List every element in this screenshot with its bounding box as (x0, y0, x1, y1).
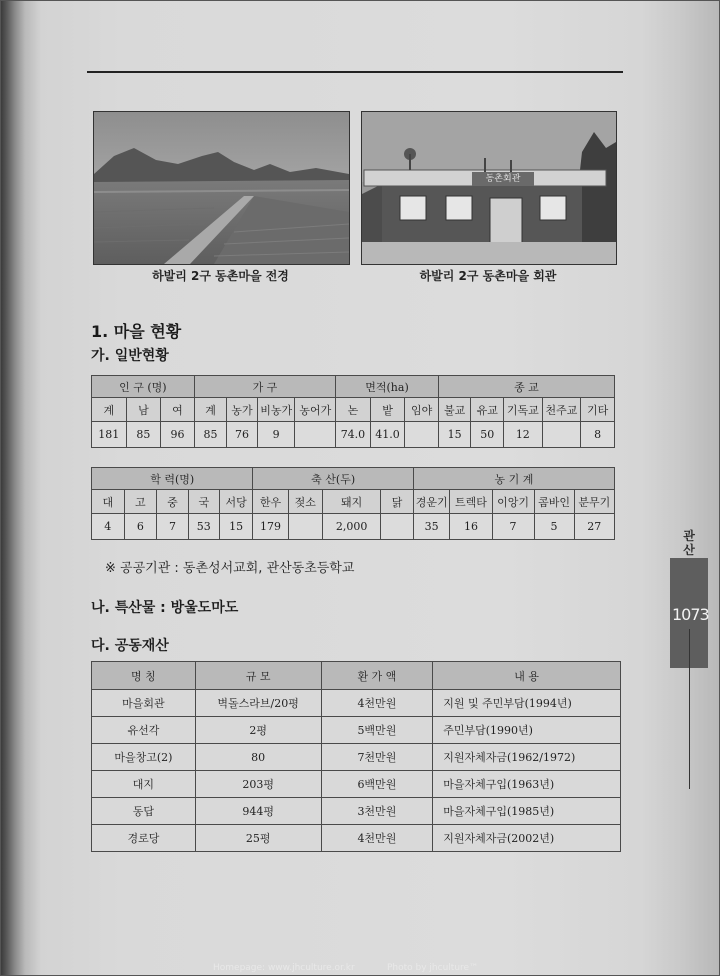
table-header-cell: 계 (194, 398, 227, 422)
table-cell: 181 (92, 422, 127, 448)
table-cell: 2평 (195, 717, 321, 744)
table-cell: 27 (574, 514, 614, 540)
table-cell (381, 514, 414, 540)
table-cell: 12 (503, 422, 542, 448)
table-header-cell: 불교 (438, 398, 471, 422)
table-header-cell: 내 용 (433, 662, 621, 690)
table-header-cell: 콤바인 (534, 490, 574, 514)
table-cell: 4천만원 (321, 690, 433, 717)
table-cell: 벽돌스라브/20평 (195, 690, 321, 717)
village-landscape-photo (93, 111, 350, 265)
table-header-cell: 기독교 (503, 398, 542, 422)
table-header-cell: 농가 (227, 398, 258, 422)
table-cell: 80 (195, 744, 321, 771)
table-cell: 4천만원 (321, 825, 433, 852)
table-header-cell: 논 (336, 398, 371, 422)
table-header-cell: 천주교 (542, 398, 581, 422)
table-cell: 85 (126, 422, 161, 448)
table-cell: 5 (534, 514, 574, 540)
section-heading-common-property: 다. 공동재산 (91, 638, 169, 654)
footer-homepage: Homepage: www.jhculture.or.kr (213, 963, 355, 973)
table-header-cell: 분무기 (574, 490, 614, 514)
education-livestock-machinery-table (91, 467, 615, 540)
table-row (92, 744, 621, 771)
table-header-cell: 이앙기 (492, 490, 534, 514)
side-rule (689, 629, 690, 789)
table-header-cell: 트렉타 (450, 490, 492, 514)
table-cell: 41.0 (370, 422, 405, 448)
table-cell: 50 (471, 422, 504, 448)
table-cell: 마을자체구입(1985년) (433, 798, 621, 825)
table-cell (405, 422, 439, 448)
table-header-cell: 규 모 (195, 662, 321, 690)
table-cell: 9 (257, 422, 295, 448)
table-cell: 마을창고(2) (92, 744, 196, 771)
table-header-cell: 닭 (381, 490, 414, 514)
table-header-cell: 대 (92, 490, 125, 514)
section-heading-general: 가. 일반현황 (91, 348, 169, 364)
table-cell (288, 514, 322, 540)
table-cell: 53 (188, 514, 219, 540)
footer (1, 959, 720, 977)
table-header-cell: 밭 (370, 398, 405, 422)
table-row (92, 717, 621, 744)
table-cell: 76 (227, 422, 258, 448)
group-population: 인 구 (명) (92, 376, 195, 398)
table-cell (295, 422, 336, 448)
photo1-caption: 하발리 2구 동촌마을 전경 (152, 269, 289, 283)
table-cell: 유선각 (92, 717, 196, 744)
section-heading-specialty: 나. 특산물 : 방울도마도 (91, 600, 239, 616)
table-header-cell: 경운기 (413, 490, 450, 514)
table-cell: 주민부담(1990년) (433, 717, 621, 744)
table-cell: 지원자체자금(2002년) (433, 825, 621, 852)
group-area: 면적(ha) (336, 376, 439, 398)
table-cell: 5백만원 (321, 717, 433, 744)
table-row (92, 771, 621, 798)
table-header-cell: 비농가 (257, 398, 295, 422)
group-livestock: 축 산(두) (253, 468, 413, 490)
table-cell: 7천만원 (321, 744, 433, 771)
table-cell: 203평 (195, 771, 321, 798)
table-cell: 지원자체자금(1962/1972) (433, 744, 621, 771)
table-cell: 2,000 (323, 514, 381, 540)
table-cell: 7 (157, 514, 189, 540)
table-cell: 6백만원 (321, 771, 433, 798)
table-header-cell: 농어가 (295, 398, 336, 422)
table-header-cell: 남 (126, 398, 161, 422)
table-cell: 944평 (195, 798, 321, 825)
table-cell: 74.0 (336, 422, 371, 448)
photo2-caption: 하발리 2구 동촌마을 회관 (419, 269, 557, 283)
table-header-cell: 계 (92, 398, 127, 422)
general-status-table (91, 375, 615, 448)
table-row (92, 690, 621, 717)
table-row (92, 798, 621, 825)
public-institutions-note: ※ 공공기관 : 동촌성서교회, 관산동초등학교 (105, 561, 355, 576)
table-header-cell: 한우 (253, 490, 288, 514)
table-header-cell: 돼지 (323, 490, 381, 514)
group-education: 학 력(명) (92, 468, 253, 490)
group-households: 가 구 (194, 376, 335, 398)
table-cell: 대지 (92, 771, 196, 798)
table-cell: 15 (438, 422, 471, 448)
table-cell: 7 (492, 514, 534, 540)
group-machinery: 농 기 계 (413, 468, 614, 490)
table-header-cell: 기타 (581, 398, 615, 422)
table-cell: 15 (219, 514, 253, 540)
table-cell: 지원 및 주민부담(1994년) (433, 690, 621, 717)
table-header-cell: 임야 (405, 398, 439, 422)
table-header-cell: 여 (161, 398, 195, 422)
village-hall-photo (361, 111, 617, 265)
table-header-cell: 중 (157, 490, 189, 514)
table-header-cell: 유교 (471, 398, 504, 422)
table-cell: 85 (194, 422, 227, 448)
table-cell: 35 (413, 514, 450, 540)
table-cell: 마을자체구입(1963년) (433, 771, 621, 798)
side-book-title: 관 산 (683, 529, 695, 557)
common-property-table (91, 661, 621, 852)
table-cell: 8 (581, 422, 615, 448)
table-cell: 동답 (92, 798, 196, 825)
table-cell: 마을회관 (92, 690, 196, 717)
table-cell: 3천만원 (321, 798, 433, 825)
table-header-cell: 명 칭 (92, 662, 196, 690)
table-cell: 16 (450, 514, 492, 540)
header-rule (87, 71, 623, 73)
table-header-cell: 서당 (219, 490, 253, 514)
group-religion: 종 교 (438, 376, 614, 398)
table-row (92, 825, 621, 852)
table-cell: 25평 (195, 825, 321, 852)
footer-photo-credit: Photo by jhculture™ (387, 963, 479, 973)
page-number: 1073 (672, 605, 709, 624)
section-heading-village-status: 1. 마을 현황 (91, 322, 182, 341)
table-cell: 4 (92, 514, 125, 540)
table-cell: 경로당 (92, 825, 196, 852)
table-cell: 6 (124, 514, 157, 540)
table-cell: 96 (161, 422, 195, 448)
table-cell (542, 422, 581, 448)
table-header-cell: 국 (188, 490, 219, 514)
table-cell: 179 (253, 514, 288, 540)
table-header-cell: 고 (124, 490, 157, 514)
table-header-cell: 젖소 (288, 490, 322, 514)
table-header-cell: 환 가 액 (321, 662, 433, 690)
hall-sign: 동촌회관 (485, 174, 521, 184)
